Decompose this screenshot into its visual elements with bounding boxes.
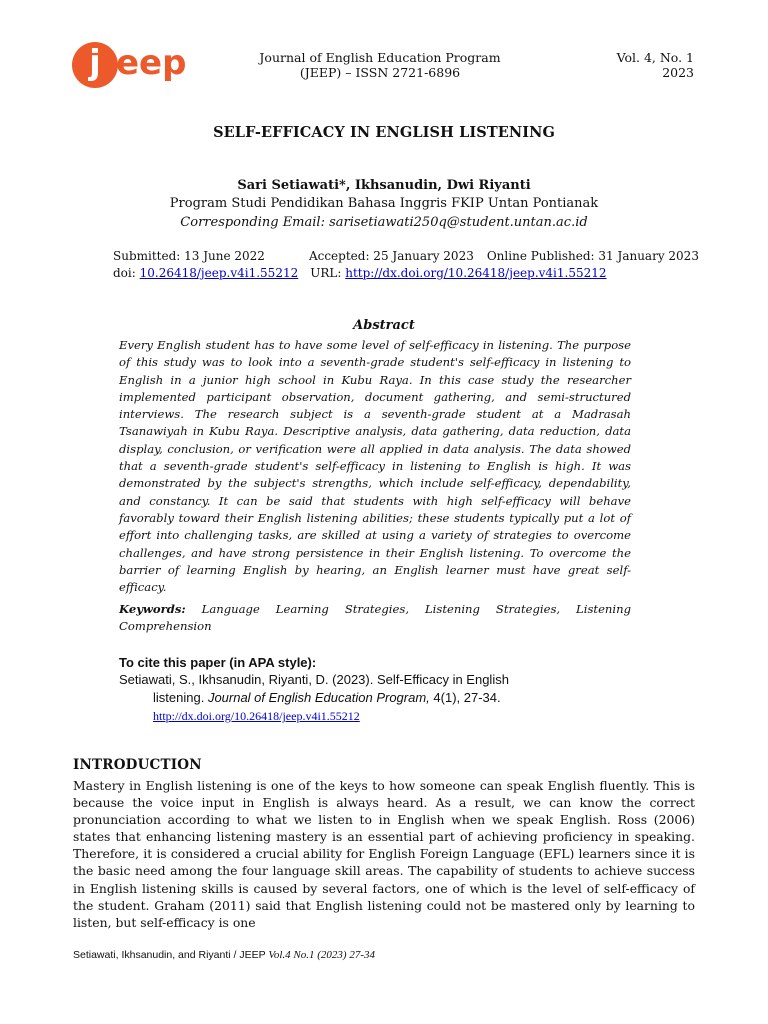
citation-line3 [119,707,599,725]
abstract-heading: Abstract [353,318,415,333]
footer-source: Vol.4 No.1 (2023) 27-34 [268,949,375,961]
footer-authors: Setiawati, Ikhsanudin, and Riyanti / JEEP [73,949,266,961]
journal-issn: (JEEP) – ISSN 2721-6896 [299,65,461,80]
affiliation: Program Studi Pendidikan Bahasa Inggris FKIP Untan Pontianak [169,196,599,211]
url-label: URL: [310,266,342,280]
volume-number: Vol. 4, No. 1 [616,50,694,65]
email-address[interactable]: sarisetiawati250q@student.untan.ac.id [329,215,588,230]
doi-label: doi: [113,266,136,280]
volume-year: 2023 [662,65,694,80]
corresponding-email [0,215,768,230]
journal-name: Journal of English Education Program [259,50,501,65]
introduction-text: Mastery in English listening is one of the keys to how someone can speak English fluently. This is because the voice input in English is always heard. As a result, we can know the correct pronunciation according to what we listen to in English when we speak English. Ross (2006) states that enhancing listening mastery is an essential part of achieving proficiency in speaking. Therefore, it is considered a crucial ability for English Foreign Language (EFL) learners since it is the basic need among the four language skill areas. The capability of students to achieve success in English listening skills is caused by several factors, one of which is the level of self-efficacy of the student. Graham (2011) said that English listening could not be mastered only by learning to listen, but self-efficacy is one [73,778,695,930]
submitted-date: Submitted: 13 June 2022 [113,249,265,263]
url-link[interactable]: http://dx.doi.org/10.26418/jeep.v4i1.55212 [345,266,607,280]
citation-title-end: listening. [153,690,205,705]
keywords [119,601,631,636]
dates-row [113,249,699,263]
logo-letter: j [72,42,118,88]
volume-info [617,50,694,80]
keywords-list: Language Learning Strategies, Listening Strategies, Listening Comprehension [119,602,631,634]
doi-row [113,266,607,280]
journal-logo [72,42,187,90]
introduction-heading: INTRODUCTION [73,757,202,773]
logo-text: eep [116,43,187,83]
abstract-text: Every English student has to have some level of self-efficacy in listening. The purpose of this study was to look into a seventh-grade student's self-efficacy in listening to English in a junior high school in Kubu Raya. In this case study the researcher implemented participant observation, document gathering, and semi-structured interviews. The research subject is a seventh-grade student at a Madrasah Tsanawiyah in Kubu Raya. Descriptive analysis, data gathering, data reduction, data display, conclusion, or verification were all applied in data analysis. The data showed that a seventh-grade student's self-efficacy in listening to English is high. It was demonstrated by the subject's strengths, which include self-efficacy, dependability, and constancy. It can be said that students with high self-efficacy will behave favorably toward their English listening abilities; these students typically put a lot of effort into challenging tasks, are skilled at using a variety of strategies to overcome challenges, and have strong persistence in their English listening. To overcome the barrier of learning English by hearing, an English learner must have great self-efficacy. [119,338,631,595]
email-label: Corresponding Email: [180,215,325,230]
citation-block [119,671,599,725]
keywords-label: Keywords: [119,602,186,616]
citation-line2 [119,689,599,707]
citation-journal: Journal of English Education Program, [207,690,430,705]
citation-heading: To cite this paper (in APA style): [119,655,317,670]
citation-line1: Setiawati, S., Ikhsanudin, Riyanti, D. (2023). Self-Efficacy in English [119,672,509,687]
citation-volume: 4(1), 27-34. [433,690,501,705]
author-list: Sari Setiawati*, Ikhsanudin, Dwi Riyanti [237,178,531,193]
citation-link[interactable]: http://dx.doi.org/10.26418/jeep.v4i1.55212 [153,709,360,723]
published-date: Online Published: 31 January 2023 [486,249,699,263]
paper-title: SELF-EFFICACY IN ENGLISH LISTENING [213,124,555,141]
journal-header [230,50,530,80]
doi-link[interactable]: 10.26418/jeep.v4i1.55212 [139,266,299,280]
accepted-date: Accepted: 25 January 2023 [308,249,474,263]
page-footer [73,949,375,961]
